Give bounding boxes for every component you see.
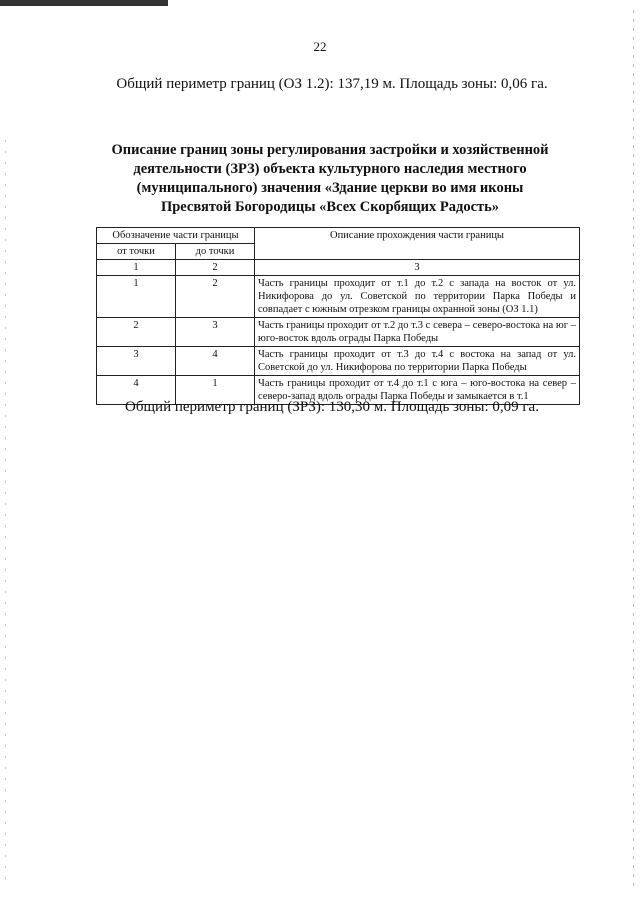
row-to: 2 [176, 276, 255, 318]
row-from: 4 [97, 376, 176, 405]
row-to: 1 [176, 376, 255, 405]
scan-artifact-bar [0, 0, 168, 6]
table-row [97, 318, 580, 347]
header-from: от точки [97, 244, 176, 260]
summary-zrz: Общий периметр границ (ЗРЗ): 130,30 м. Площадь зоны: 0,09 га. [125, 399, 539, 415]
section-heading: Описание границ зоны регулирования застройки и хозяйственной деятельности (ЗРЗ) объекта культурного наследия местного (муниципального) значения «Здание церкви во имя иконы Пресвятой Богородицы «Всех Скорбящих Радость» [111, 142, 549, 215]
header-desc: Описание прохождения части границы [255, 228, 580, 260]
row-desc: Часть границы проходит от т.1 до т.2 с запада на восток от ул. Никифорова до ул. Советской по территории Парка Победы и совпадает с южным отрезком границы охранной зоны (ОЗ 1.1) [255, 276, 580, 318]
header-group: Обозначение части границы [97, 228, 255, 244]
col-number-1: 1 [97, 260, 176, 276]
row-desc: Часть границы проходит от т.2 до т.3 с севера – северо-востока на юг – юго-восток вдоль ограды Парка Победы [255, 318, 580, 347]
scan-edge-left [5, 140, 6, 880]
row-to: 3 [176, 318, 255, 347]
boundary-table [96, 227, 580, 405]
row-from: 2 [97, 318, 176, 347]
scan-edge-right [633, 10, 634, 890]
row-desc: Часть границы проходит от т.3 до т.4 с востока на запад от ул. Советской до ул. Никифорова по территории Парка Победы [255, 347, 580, 376]
header-to: до точки [176, 244, 255, 260]
page-number: 22 [313, 39, 327, 54]
row-desc: Часть границы проходит от т.4 до т.1 с юга – юго-востока на север – северо-запад вдоль ограды Парка Победы и замыкается в т.1 [255, 376, 580, 405]
table-row [97, 276, 580, 318]
row-from: 3 [97, 347, 176, 376]
row-to: 4 [176, 347, 255, 376]
col-number-2: 2 [176, 260, 255, 276]
col-number-3: 3 [255, 260, 580, 276]
table-row [97, 347, 580, 376]
summary-oz: Общий периметр границ (ОЗ 1.2): 137,19 м. Площадь зоны: 0,06 га. [116, 76, 548, 92]
row-from: 1 [97, 276, 176, 318]
column-number-row [97, 260, 580, 276]
